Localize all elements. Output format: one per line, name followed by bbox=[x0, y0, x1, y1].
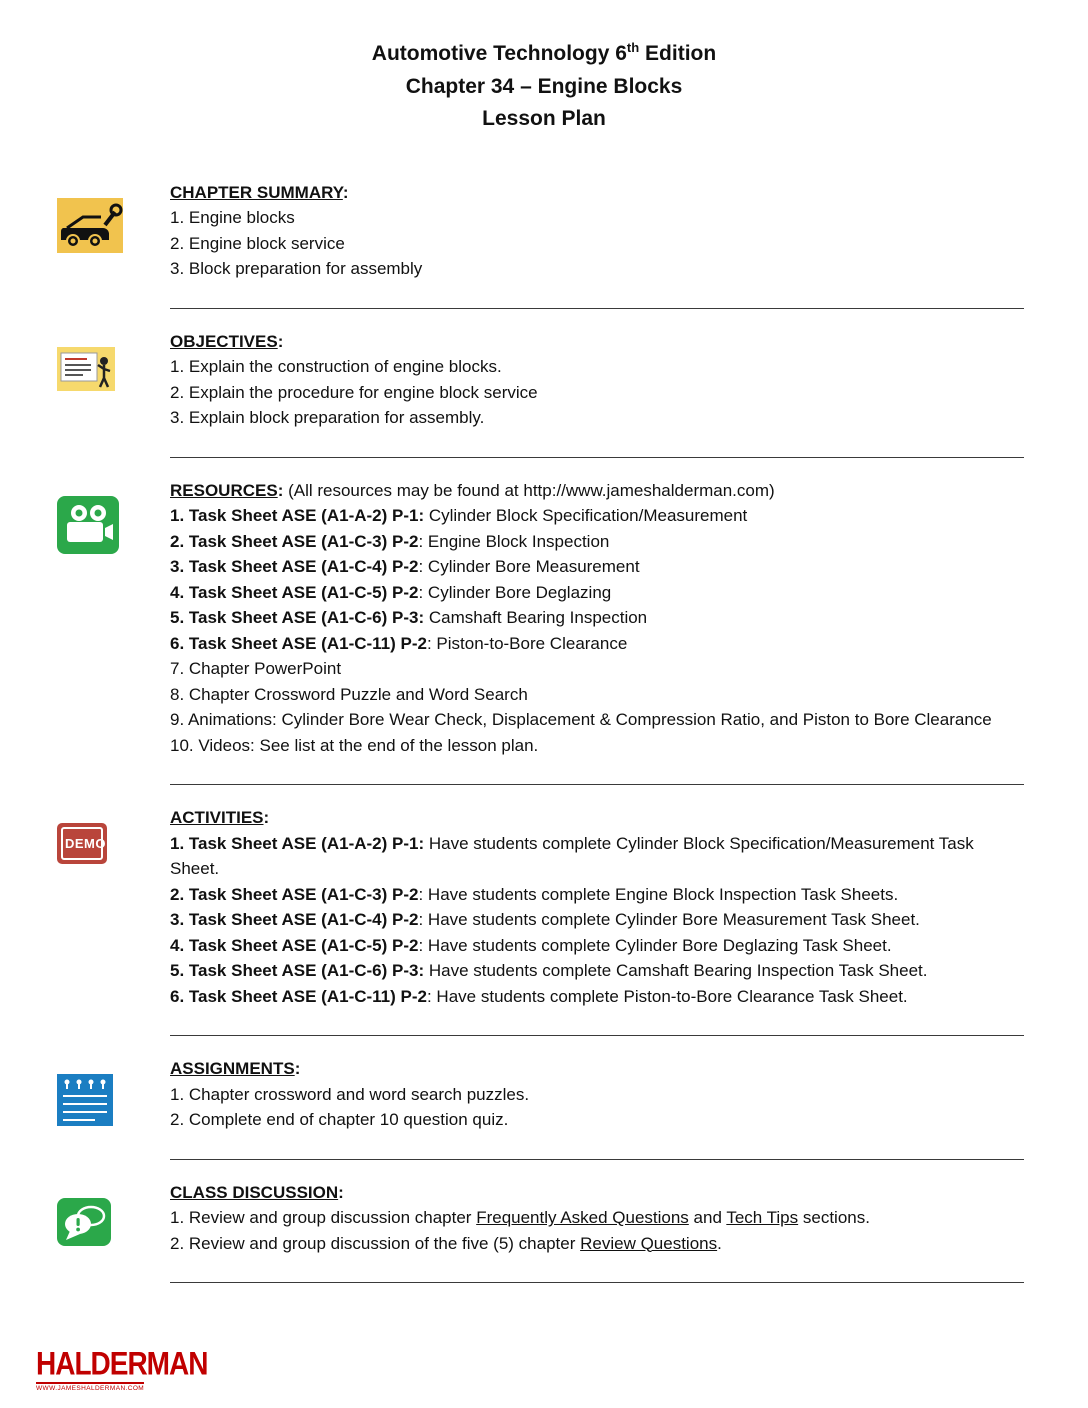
section-items bbox=[170, 205, 1024, 282]
section-items bbox=[170, 831, 1024, 1010]
car-repair-icon bbox=[57, 198, 170, 258]
section-divider bbox=[170, 784, 1024, 785]
resources-note: (All resources may be found at http://www.jameshalderman.com) bbox=[283, 480, 775, 500]
halderman-logo bbox=[36, 1345, 208, 1392]
section-title: CHAPTER SUMMARY bbox=[170, 182, 343, 202]
section-chapter-summary bbox=[57, 180, 1024, 282]
list-item: 4. Task Sheet ASE (A1-C-5) P-2: Cylinder Bore Deglazing bbox=[170, 582, 612, 602]
section-items bbox=[170, 354, 1024, 431]
section-resources bbox=[57, 478, 1024, 759]
list-item: 2. Explain the procedure for engine block service bbox=[170, 382, 538, 402]
title-line-3: Lesson Plan bbox=[482, 107, 606, 131]
halderman-logo-text: HALDERMAN bbox=[36, 1345, 208, 1382]
title-line-1: Automotive Technology 6th Edition bbox=[371, 40, 717, 65]
list-item: 1. Review and group discussion chapter Frequently Asked Questions and Tech Tips sections. bbox=[170, 1208, 870, 1228]
list-item: 2. Review and group discussion of the five (5) chapter Review Questions. bbox=[170, 1233, 722, 1253]
list-item: 3. Block preparation for assembly bbox=[170, 259, 423, 279]
list-item: 1. Chapter crossword and word search puzzles. bbox=[170, 1084, 530, 1104]
document-title bbox=[0, 0, 1088, 136]
presentation-board-icon bbox=[57, 347, 170, 396]
list-item: 6. Task Sheet ASE (A1-C-11) P-2: Piston-to-Bore Clearance bbox=[170, 633, 628, 653]
list-item: 2. Task Sheet ASE (A1-C-3) P-2: Engine Block Inspection bbox=[170, 531, 610, 551]
section-title: CLASS DISCUSSION bbox=[170, 1182, 339, 1202]
list-item: 1. Task Sheet ASE (A1-A-2) P-1: Cylinder Block Specification/Measurement bbox=[170, 506, 748, 526]
notepad-icon bbox=[57, 1074, 170, 1131]
reference-link[interactable]: Frequently Asked Questions bbox=[476, 1208, 689, 1228]
section-heading: ACTIVITIES: bbox=[170, 808, 270, 828]
section-activities bbox=[57, 805, 1024, 1009]
halderman-logo-url: WWW.JAMESHALDERMAN.COM bbox=[36, 1382, 144, 1392]
list-item: 2. Engine block service bbox=[170, 233, 345, 253]
list-item: 7. Chapter PowerPoint bbox=[170, 659, 342, 679]
section-heading: CLASS DISCUSSION: bbox=[170, 1182, 344, 1202]
list-item: 6. Task Sheet ASE (A1-C-11) P-2: Have students complete Piston-to-Bore Clearance Task Sheet. bbox=[170, 986, 908, 1006]
list-item: 2. Complete end of chapter 10 question quiz. bbox=[170, 1110, 509, 1130]
list-item: 1. Engine blocks bbox=[170, 208, 295, 228]
section-class-discussion bbox=[57, 1180, 1024, 1257]
list-item: 5. Task Sheet ASE (A1-C-6) P-3: Camshaft Bearing Inspection bbox=[170, 608, 648, 628]
section-divider bbox=[170, 308, 1024, 309]
list-item: 9. Animations: Cylinder Bore Wear Check, Displacement & Compression Ratio, and Piston to Bore Clearance bbox=[170, 710, 992, 730]
section-divider bbox=[170, 1282, 1024, 1283]
list-item: 3. Explain block preparation for assembly. bbox=[170, 408, 485, 428]
section-title: RESOURCES bbox=[170, 480, 278, 500]
document-body bbox=[57, 180, 1024, 1284]
list-item: 3. Task Sheet ASE (A1-C-4) P-2: Cylinder Bore Measurement bbox=[170, 557, 640, 577]
section-title: ASSIGNMENTS bbox=[170, 1059, 295, 1079]
section-title: ACTIVITIES bbox=[170, 808, 264, 828]
superscript-th: th bbox=[626, 40, 640, 55]
demo-sign-icon bbox=[57, 823, 107, 864]
video-camera-icon bbox=[57, 496, 170, 559]
title-line-2: Chapter 34 – Engine Blocks bbox=[405, 74, 683, 98]
section-heading: RESOURCES: (All resources may be found at http://www.jameshalderman.com) bbox=[170, 480, 775, 500]
reference-link[interactable]: Review Questions bbox=[580, 1233, 718, 1253]
section-heading: ASSIGNMENTS: bbox=[170, 1059, 301, 1079]
section-items bbox=[170, 1205, 1024, 1256]
list-item: 3. Task Sheet ASE (A1-C-4) P-2: Have students complete Cylinder Bore Measurement Task Sheet. bbox=[170, 910, 920, 930]
section-heading: OBJECTIVES: bbox=[170, 331, 284, 351]
section-objectives bbox=[57, 329, 1024, 431]
reference-link[interactable]: Tech Tips bbox=[726, 1208, 799, 1228]
list-item: 4. Task Sheet ASE (A1-C-5) P-2: Have students complete Cylinder Bore Deglazing Task Sheet. bbox=[170, 935, 892, 955]
section-items bbox=[170, 503, 1024, 758]
section-heading: CHAPTER SUMMARY: bbox=[170, 182, 349, 202]
demo-sign-label: DEMO bbox=[61, 827, 103, 860]
section-assignments bbox=[57, 1056, 1024, 1133]
list-item: 10. Videos: See list at the end of the lesson plan. bbox=[170, 735, 539, 755]
section-divider bbox=[170, 1159, 1024, 1160]
section-divider bbox=[170, 457, 1024, 458]
list-item: 5. Task Sheet ASE (A1-C-6) P-3: Have students complete Camshaft Bearing Inspection Task Sheet. bbox=[170, 961, 928, 981]
list-item: 2. Task Sheet ASE (A1-C-3) P-2: Have students complete Engine Block Inspection Task Sheets. bbox=[170, 884, 899, 904]
section-title: OBJECTIVES bbox=[170, 331, 278, 351]
list-item: 8. Chapter Crossword Puzzle and Word Search bbox=[170, 684, 528, 704]
list-item: 1. Explain the construction of engine blocks. bbox=[170, 357, 502, 377]
section-divider bbox=[170, 1035, 1024, 1036]
discussion-bubbles-icon bbox=[57, 1198, 170, 1251]
section-items bbox=[170, 1082, 1024, 1133]
list-item: 1. Task Sheet ASE (A1-A-2) P-1: Have students complete Cylinder Block Specification/Measurement Task Sheet. bbox=[170, 833, 974, 879]
